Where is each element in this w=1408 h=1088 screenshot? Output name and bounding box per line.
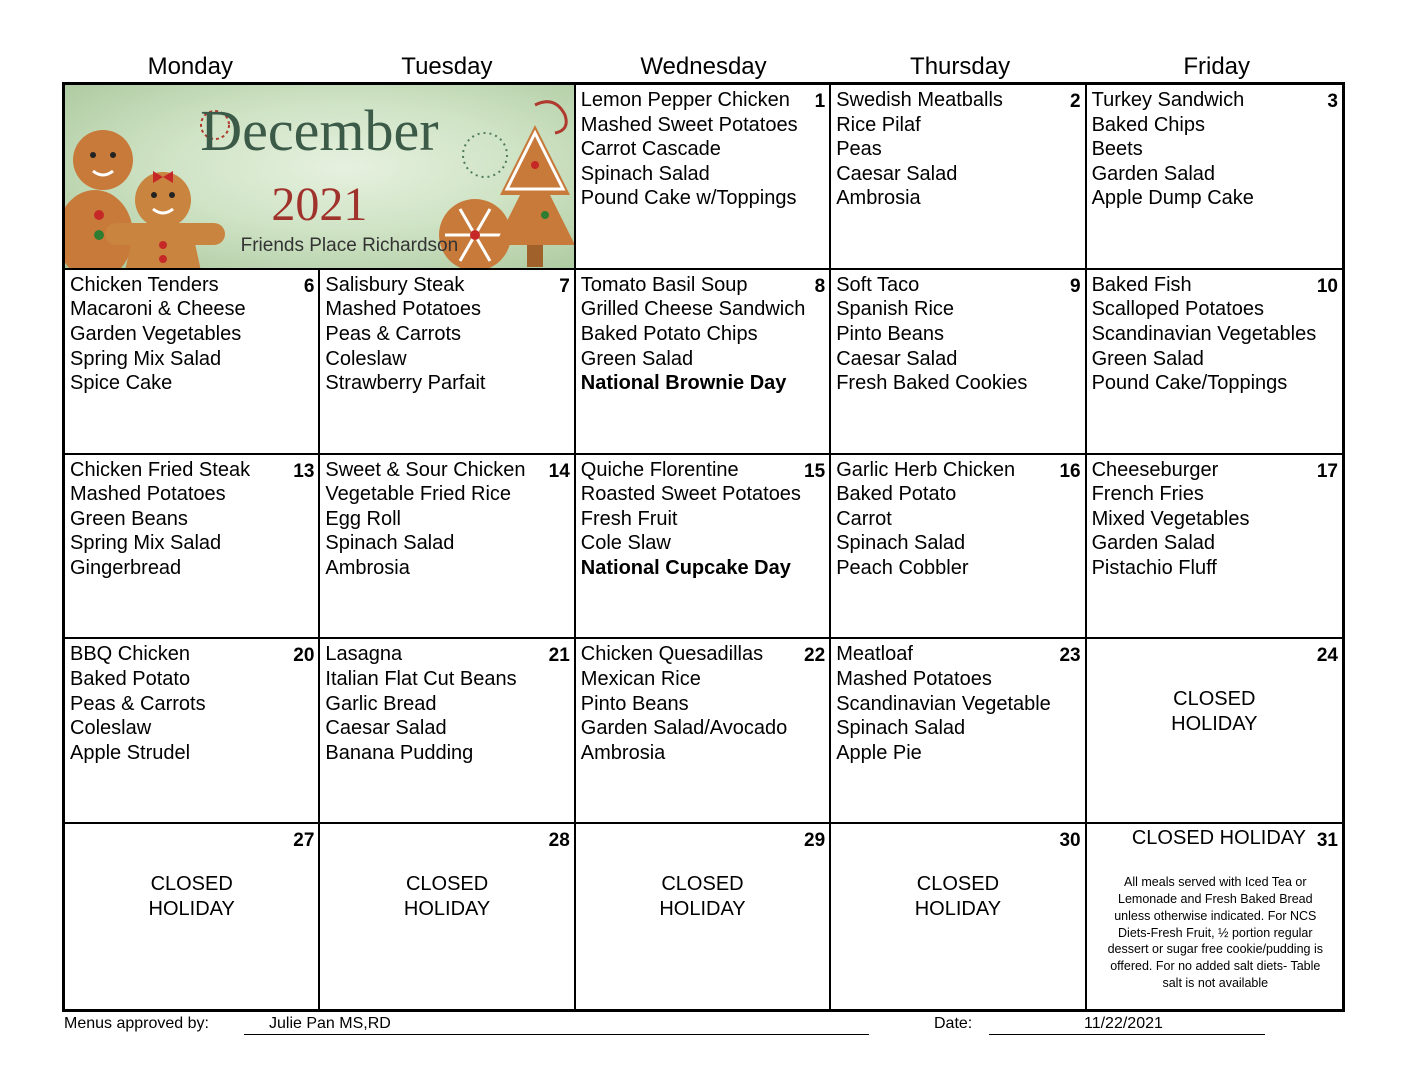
menu-item: National Cupcake Day xyxy=(580,556,791,579)
menu-item: Mashed Potatoes xyxy=(836,667,992,690)
menu-item: Salisbury Steak xyxy=(325,273,465,296)
menu-item: Scandinavian Vegetables xyxy=(1091,322,1317,345)
day-number: 9 xyxy=(1070,275,1081,297)
menu-item: Mixed Vegetables xyxy=(1091,507,1250,530)
menu-list xyxy=(70,458,250,581)
menu-item: Lemon Pepper Chicken xyxy=(580,89,790,111)
banner-month: December xyxy=(200,98,439,163)
note-line: Diets-Fresh Fruit, ½ portion regular xyxy=(1118,925,1313,940)
day-cell-30 xyxy=(831,824,1086,1009)
menu-item: Strawberry Parfait xyxy=(325,372,486,395)
day-number: 1 xyxy=(814,91,826,112)
menu-item: Peas & Carrots xyxy=(325,322,461,345)
day-number: 14 xyxy=(548,460,570,482)
menu-list xyxy=(325,642,516,765)
menu-list xyxy=(1092,88,1254,211)
menu-item: Peas xyxy=(836,138,882,161)
date-label: Date: xyxy=(934,1015,973,1032)
closed-holiday-label xyxy=(1087,687,1342,737)
closed-line: CLOSED xyxy=(661,873,744,896)
menu-item: Garden Vegetables xyxy=(70,322,242,345)
menu-item: Green Salad xyxy=(1091,347,1204,370)
day-cell-22 xyxy=(576,639,831,824)
menu-item: Cheeseburger xyxy=(1091,458,1219,481)
day-number: 20 xyxy=(293,645,315,667)
menu-item: Scalloped Potatoes xyxy=(1091,298,1264,321)
menu-item: Tomato Basil Soup xyxy=(580,273,748,296)
menu-list xyxy=(1092,458,1250,581)
day-number: 24 xyxy=(1316,645,1338,667)
day-number: 22 xyxy=(804,645,826,667)
menu-item: Carrot Cascade xyxy=(580,138,721,161)
menu-item: Soft Taco xyxy=(836,273,920,296)
menu-item: Lasagna xyxy=(325,643,403,666)
menu-item: Quiche Florentine xyxy=(580,458,739,481)
menu-item: Scandinavian Vegetable xyxy=(836,692,1051,715)
day-cell-21 xyxy=(320,639,575,824)
menu-item: Peas & Carrots xyxy=(70,692,206,715)
day-cell-9 xyxy=(831,270,1086,455)
day-cell-27 xyxy=(65,824,320,1009)
day-cell-20 xyxy=(65,639,320,824)
menu-item: Chicken Tenders xyxy=(70,273,219,296)
menu-item: Spinach Salad xyxy=(580,162,710,185)
menu-item: Meatloaf xyxy=(836,643,913,666)
menu-list xyxy=(836,273,1027,396)
menu-item: Mexican Rice xyxy=(580,667,701,690)
menu-item: Beets xyxy=(1091,138,1143,161)
menu-item: Sweet & Sour Chicken xyxy=(325,458,526,481)
approved-by-label: Menus approved by: xyxy=(64,1015,209,1032)
menu-item: Pinto Beans xyxy=(836,322,945,345)
menu-list xyxy=(325,273,485,396)
menu-item: Spinach Salad xyxy=(836,717,966,740)
menu-item: Mashed Sweet Potatoes xyxy=(580,113,798,136)
closed-holiday-label xyxy=(576,872,829,922)
menu-item: Baked Potato xyxy=(70,667,191,690)
day-cell-29 xyxy=(576,824,831,1009)
day-number: 21 xyxy=(548,645,570,667)
menu-item: Garden Salad/Avocado xyxy=(580,717,788,740)
menu-item: Carrot xyxy=(836,507,892,530)
menu-item: Turkey Sandwich xyxy=(1091,89,1245,111)
menu-item: Grilled Cheese Sandwich xyxy=(580,298,806,321)
menu-item: Fresh Fruit xyxy=(580,507,678,530)
menu-item: Caesar Salad xyxy=(325,717,447,740)
day-header-wednesday: Wednesday xyxy=(640,53,767,80)
day-cell-16 xyxy=(831,455,1086,640)
closed-holiday-label xyxy=(65,872,318,922)
footer xyxy=(64,1013,1354,1039)
december-banner xyxy=(65,85,576,270)
closed-holiday-label xyxy=(831,872,1084,922)
menu-item: Fresh Baked Cookies xyxy=(836,372,1028,395)
menu-item: Garlic Bread xyxy=(325,692,437,715)
day-number: 3 xyxy=(1327,91,1338,112)
menu-item: French Fries xyxy=(1091,483,1204,506)
menu-list xyxy=(70,273,246,396)
note-line: dessert or sugar free cookie/pudding is xyxy=(1107,942,1323,957)
menu-item: Garden Salad xyxy=(1091,532,1216,555)
day-cell-2 xyxy=(831,85,1086,270)
menu-item: Gingerbread xyxy=(70,556,182,579)
menu-item: Baked Chips xyxy=(1091,113,1205,136)
day-cell-17 xyxy=(1087,455,1342,640)
closed-line: HOLIDAY xyxy=(659,898,746,921)
day-number: 8 xyxy=(814,275,826,297)
day-number: 30 xyxy=(1059,830,1081,852)
day-number: 28 xyxy=(548,830,570,852)
menu-item: Banana Pudding xyxy=(325,741,474,764)
day-header-monday: Monday xyxy=(147,53,233,80)
day-number: 17 xyxy=(1316,460,1338,482)
day-cell-13 xyxy=(65,455,320,640)
menu-item: Apple Pie xyxy=(836,741,922,764)
meal-policy-note xyxy=(1091,874,1340,992)
closed-line: HOLIDAY xyxy=(914,898,1002,921)
menu-item: Garden Salad xyxy=(1091,162,1216,185)
menu-item: Pistachio Fluff xyxy=(1091,556,1217,579)
approved-by-value: Julie Pan MS,RD xyxy=(269,1015,391,1032)
day-cell-1 xyxy=(576,85,831,270)
menu-item: Spinach Salad xyxy=(836,532,966,555)
day-cell-3 xyxy=(1087,85,1342,270)
menu-item: Peach Cobbler xyxy=(836,556,969,579)
note-line: offered. For no added salt diets- Table xyxy=(1110,959,1321,974)
menu-item: Spanish Rice xyxy=(836,298,955,321)
calendar-grid xyxy=(62,82,1345,1012)
day-cell-23 xyxy=(831,639,1086,824)
day-header-tuesday: Tuesday xyxy=(401,53,493,80)
menu-item: Italian Flat Cut Beans xyxy=(325,667,517,690)
menu-item: Ambrosia xyxy=(836,187,921,210)
day-number: 13 xyxy=(293,460,315,482)
closed-line: CLOSED xyxy=(405,873,489,896)
menu-item: Spice Cake xyxy=(70,372,173,395)
menu-item: Caesar Salad xyxy=(836,347,958,370)
note-line: All meals served with Iced Tea or xyxy=(1124,875,1307,890)
menu-item: Spring Mix Salad xyxy=(70,347,222,370)
closed-holiday-label xyxy=(320,872,573,922)
day-number: 27 xyxy=(293,830,315,852)
menu-item: Ambrosia xyxy=(325,556,410,579)
day-header-row xyxy=(62,52,1345,82)
day-cell-28 xyxy=(320,824,575,1009)
menu-item: Swedish Meatballs xyxy=(836,89,1003,111)
day-cell-15 xyxy=(576,455,831,640)
menu-item: Coleslaw xyxy=(70,717,152,740)
day-number: 2 xyxy=(1070,91,1081,112)
banner-image xyxy=(65,85,574,268)
menu-item: Roasted Sweet Potatoes xyxy=(580,483,801,506)
closed-line: HOLIDAY xyxy=(1171,713,1258,736)
note-line: salt is not available xyxy=(1162,975,1269,990)
menu-item: Baked Fish xyxy=(1091,273,1192,296)
menu-list xyxy=(325,458,525,581)
menu-item: Chicken Fried Steak xyxy=(70,458,251,481)
closed-line: CLOSED xyxy=(916,873,1000,896)
day-number: 31 xyxy=(1316,830,1338,852)
menu-item: Pound Cake w/Toppings xyxy=(580,187,797,210)
menu-item: National Brownie Day xyxy=(580,372,787,395)
day-number: 16 xyxy=(1059,460,1081,482)
day-number: 15 xyxy=(804,460,826,482)
menu-item: Caesar Salad xyxy=(836,162,958,185)
day-number: 10 xyxy=(1316,275,1338,297)
menu-item: Apple Strudel xyxy=(70,741,191,764)
day-number: 7 xyxy=(559,275,570,297)
menu-item: Coleslaw xyxy=(325,347,407,370)
menu-item: Green Beans xyxy=(70,507,188,530)
menu-item: Chicken Quesadillas xyxy=(580,643,764,666)
date-value: 11/22/2021 xyxy=(1084,1015,1163,1032)
menu-item: Mashed Potatoes xyxy=(325,298,482,321)
menu-item: Egg Roll xyxy=(325,507,401,530)
menu-item: Spinach Salad xyxy=(325,532,455,555)
menu-item: Spring Mix Salad xyxy=(70,532,222,555)
banner-location: Friends Place Richardson xyxy=(240,235,459,256)
menu-list xyxy=(836,642,1051,765)
closed-holiday-title: CLOSED HOLIDAY xyxy=(1131,827,1306,850)
menu-item: Green Salad xyxy=(580,347,694,370)
closed-line: CLOSED xyxy=(150,873,233,896)
menu-list xyxy=(836,458,1015,581)
menu-item: Rice Pilaf xyxy=(836,113,921,136)
day-cell-8 xyxy=(576,270,831,455)
menu-item: Pound Cake/Toppings xyxy=(1091,372,1288,395)
day-header-friday: Friday xyxy=(1183,53,1251,80)
day-cell-24 xyxy=(1087,639,1342,824)
day-cell-31 xyxy=(1087,824,1342,1009)
menu-list xyxy=(581,273,806,396)
menu-list xyxy=(581,458,801,581)
menu-list xyxy=(1092,273,1317,396)
menu-list xyxy=(581,642,787,765)
day-cell-7 xyxy=(320,270,575,455)
menu-item: Macaroni & Cheese xyxy=(70,298,246,321)
menu-item: Baked Potato Chips xyxy=(580,322,758,345)
menu-item: Ambrosia xyxy=(580,741,666,764)
note-line: Lemonade and Fresh Baked Bread xyxy=(1118,891,1313,906)
day-number: 6 xyxy=(303,275,315,297)
menu-item: Mashed Potatoes xyxy=(70,483,226,506)
menu-item: Cole Slaw xyxy=(580,532,671,555)
day-cell-6 xyxy=(65,270,320,455)
menu-item: BBQ Chicken xyxy=(70,643,191,666)
closed-line: CLOSED xyxy=(1173,688,1256,711)
day-number: 23 xyxy=(1059,645,1081,667)
closed-line: HOLIDAY xyxy=(148,898,235,921)
menu-list xyxy=(70,642,206,765)
menu-list xyxy=(581,88,798,211)
menu-item: Pinto Beans xyxy=(580,692,689,715)
menu-item: Baked Potato xyxy=(836,483,957,506)
menu-item: Garlic Herb Chicken xyxy=(836,458,1016,481)
day-number: 29 xyxy=(804,830,826,852)
menu-item: Vegetable Fried Rice xyxy=(325,483,512,506)
day-cell-10 xyxy=(1087,270,1342,455)
note-line: unless otherwise indicated. For NCS xyxy=(1114,908,1317,923)
day-header-thursday: Thursday xyxy=(910,53,1011,80)
banner-year: 2021 xyxy=(271,178,368,231)
menu-list xyxy=(836,88,1003,211)
day-cell-14 xyxy=(320,455,575,640)
closed-line: HOLIDAY xyxy=(403,898,491,921)
menu-item: Apple Dump Cake xyxy=(1091,187,1254,210)
